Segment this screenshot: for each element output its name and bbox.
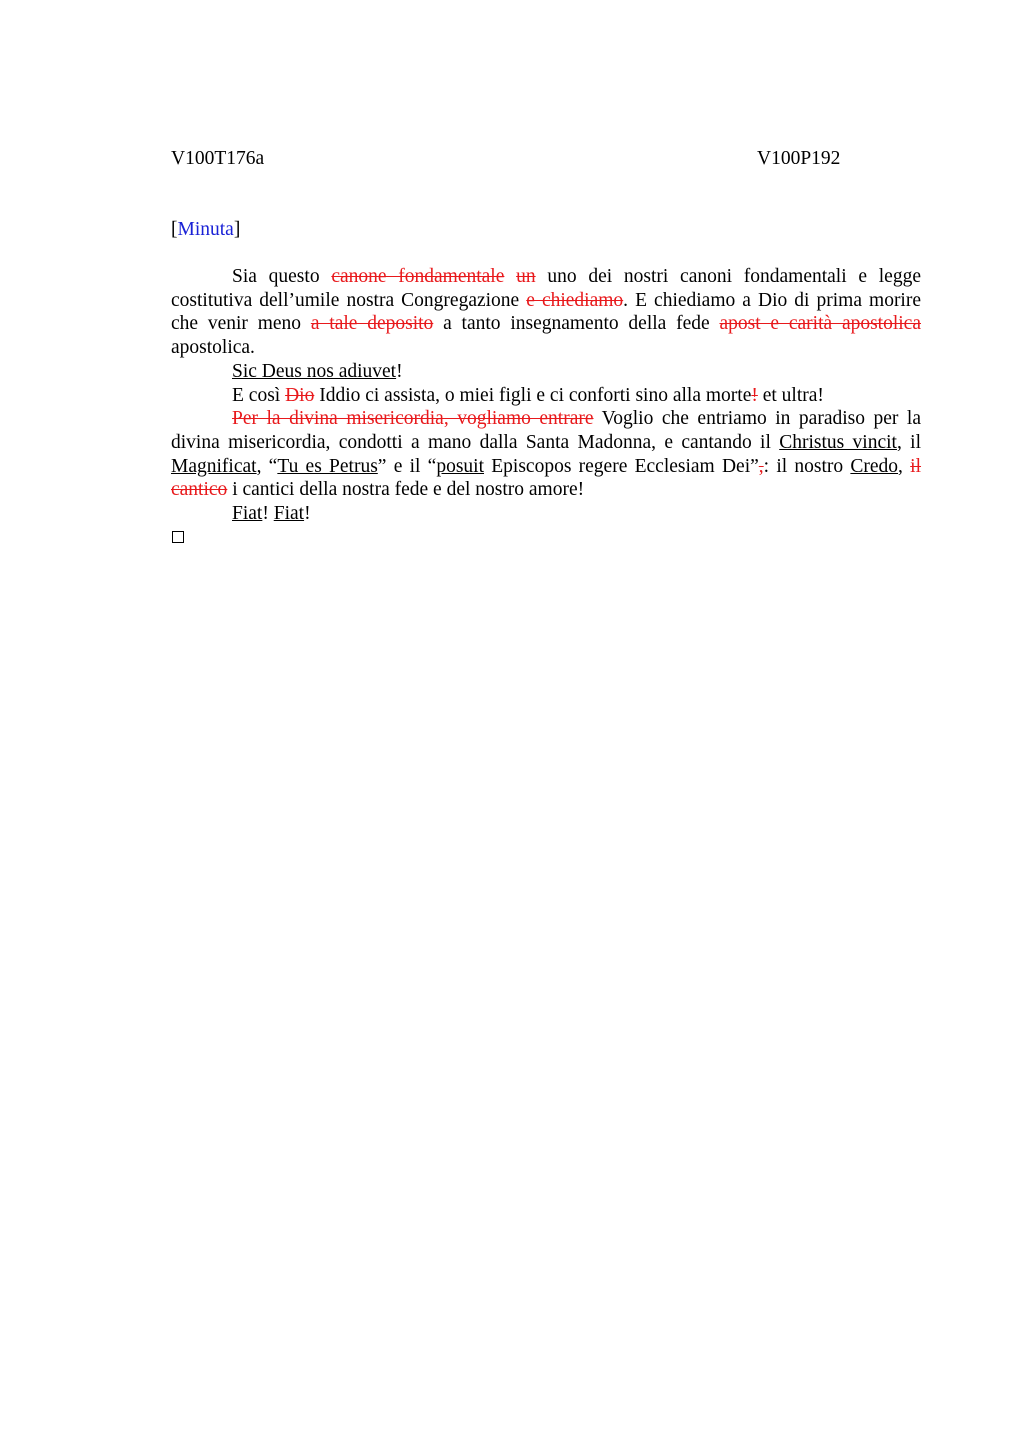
- deleted-text: ,: [758, 455, 764, 477]
- text-segment: , il: [896, 431, 921, 453]
- underlined-text: posuit: [436, 455, 485, 477]
- close-bracket: ]: [233, 219, 241, 240]
- text-segment: i cantici della nostra fede e del nostro amore!: [227, 479, 585, 501]
- page-code: V100P192: [757, 148, 841, 169]
- text-segment: ,: [898, 455, 911, 477]
- paragraph-3: [171, 384, 921, 408]
- text-segment: , “: [256, 455, 278, 477]
- underlined-text: Sic Deus nos adiuvet: [232, 360, 397, 382]
- deleted-text: il cantico: [171, 455, 922, 501]
- minuta-text: Minuta: [177, 219, 234, 240]
- text-segment: !: [262, 503, 274, 525]
- text-segment: a tanto insegnamento della fede: [433, 313, 720, 335]
- paragraph-2: [171, 360, 921, 384]
- text-segment: !: [304, 503, 311, 525]
- document-body: [171, 265, 921, 526]
- text-segment: Voglio che entriamo in paradiso per la divina misericordia, condotti a mano dalla Santa Madonna, e cantando il: [171, 408, 921, 453]
- deleted-text: a tale deposito: [310, 313, 434, 335]
- underlined-text: Tu es Petrus: [277, 455, 378, 477]
- text-segment: et ultra!: [757, 384, 824, 406]
- text-segment: apostolica.: [171, 337, 255, 359]
- text-segment: Episcopos regere Ecclesiam Dei”: [484, 455, 759, 477]
- text-segment: [504, 266, 516, 287]
- text-segment: E così: [232, 384, 286, 406]
- paragraph-4: [171, 407, 921, 502]
- underlined-text: Fiat: [232, 503, 263, 525]
- underlined-text: Fiat: [273, 503, 305, 525]
- text-segment: !: [396, 360, 403, 382]
- underlined-text: Credo: [850, 455, 899, 477]
- text-segment: uno dei nostri canoni fondamentali e legge costitutiva dell’umile nostra Congregazione: [171, 266, 921, 311]
- deleted-text: Per la divina misericordia, vogliamo entrare: [232, 408, 594, 430]
- deleted-text: apost e carità apostolica: [719, 313, 921, 335]
- text-segment: : il nostro: [763, 455, 851, 477]
- text-segment: Sia questo: [232, 266, 332, 287]
- text-segment: ” e il “: [377, 455, 437, 477]
- paragraph-5: [171, 502, 921, 526]
- paragraph-1: [171, 265, 921, 360]
- deleted-text: Dio: [285, 384, 315, 406]
- open-bracket: [: [171, 219, 178, 240]
- underlined-text: Magnificat: [171, 455, 257, 477]
- text-segment: Iddio ci assista, o miei figli e ci conforti sino alla morte: [314, 384, 752, 406]
- deleted-text: un: [516, 266, 536, 287]
- text-segment: . E chiediamo a Dio di prima morire che venir meno: [171, 289, 922, 335]
- deleted-text: !: [751, 384, 758, 406]
- document-code: V100T176a: [171, 148, 265, 169]
- minuta-label: [171, 218, 240, 242]
- deleted-text: e chiediamo: [526, 289, 624, 311]
- underlined-text: Christus vincit: [779, 431, 897, 453]
- end-square-icon: [172, 531, 184, 543]
- deleted-text: canone fondamentale: [331, 266, 505, 287]
